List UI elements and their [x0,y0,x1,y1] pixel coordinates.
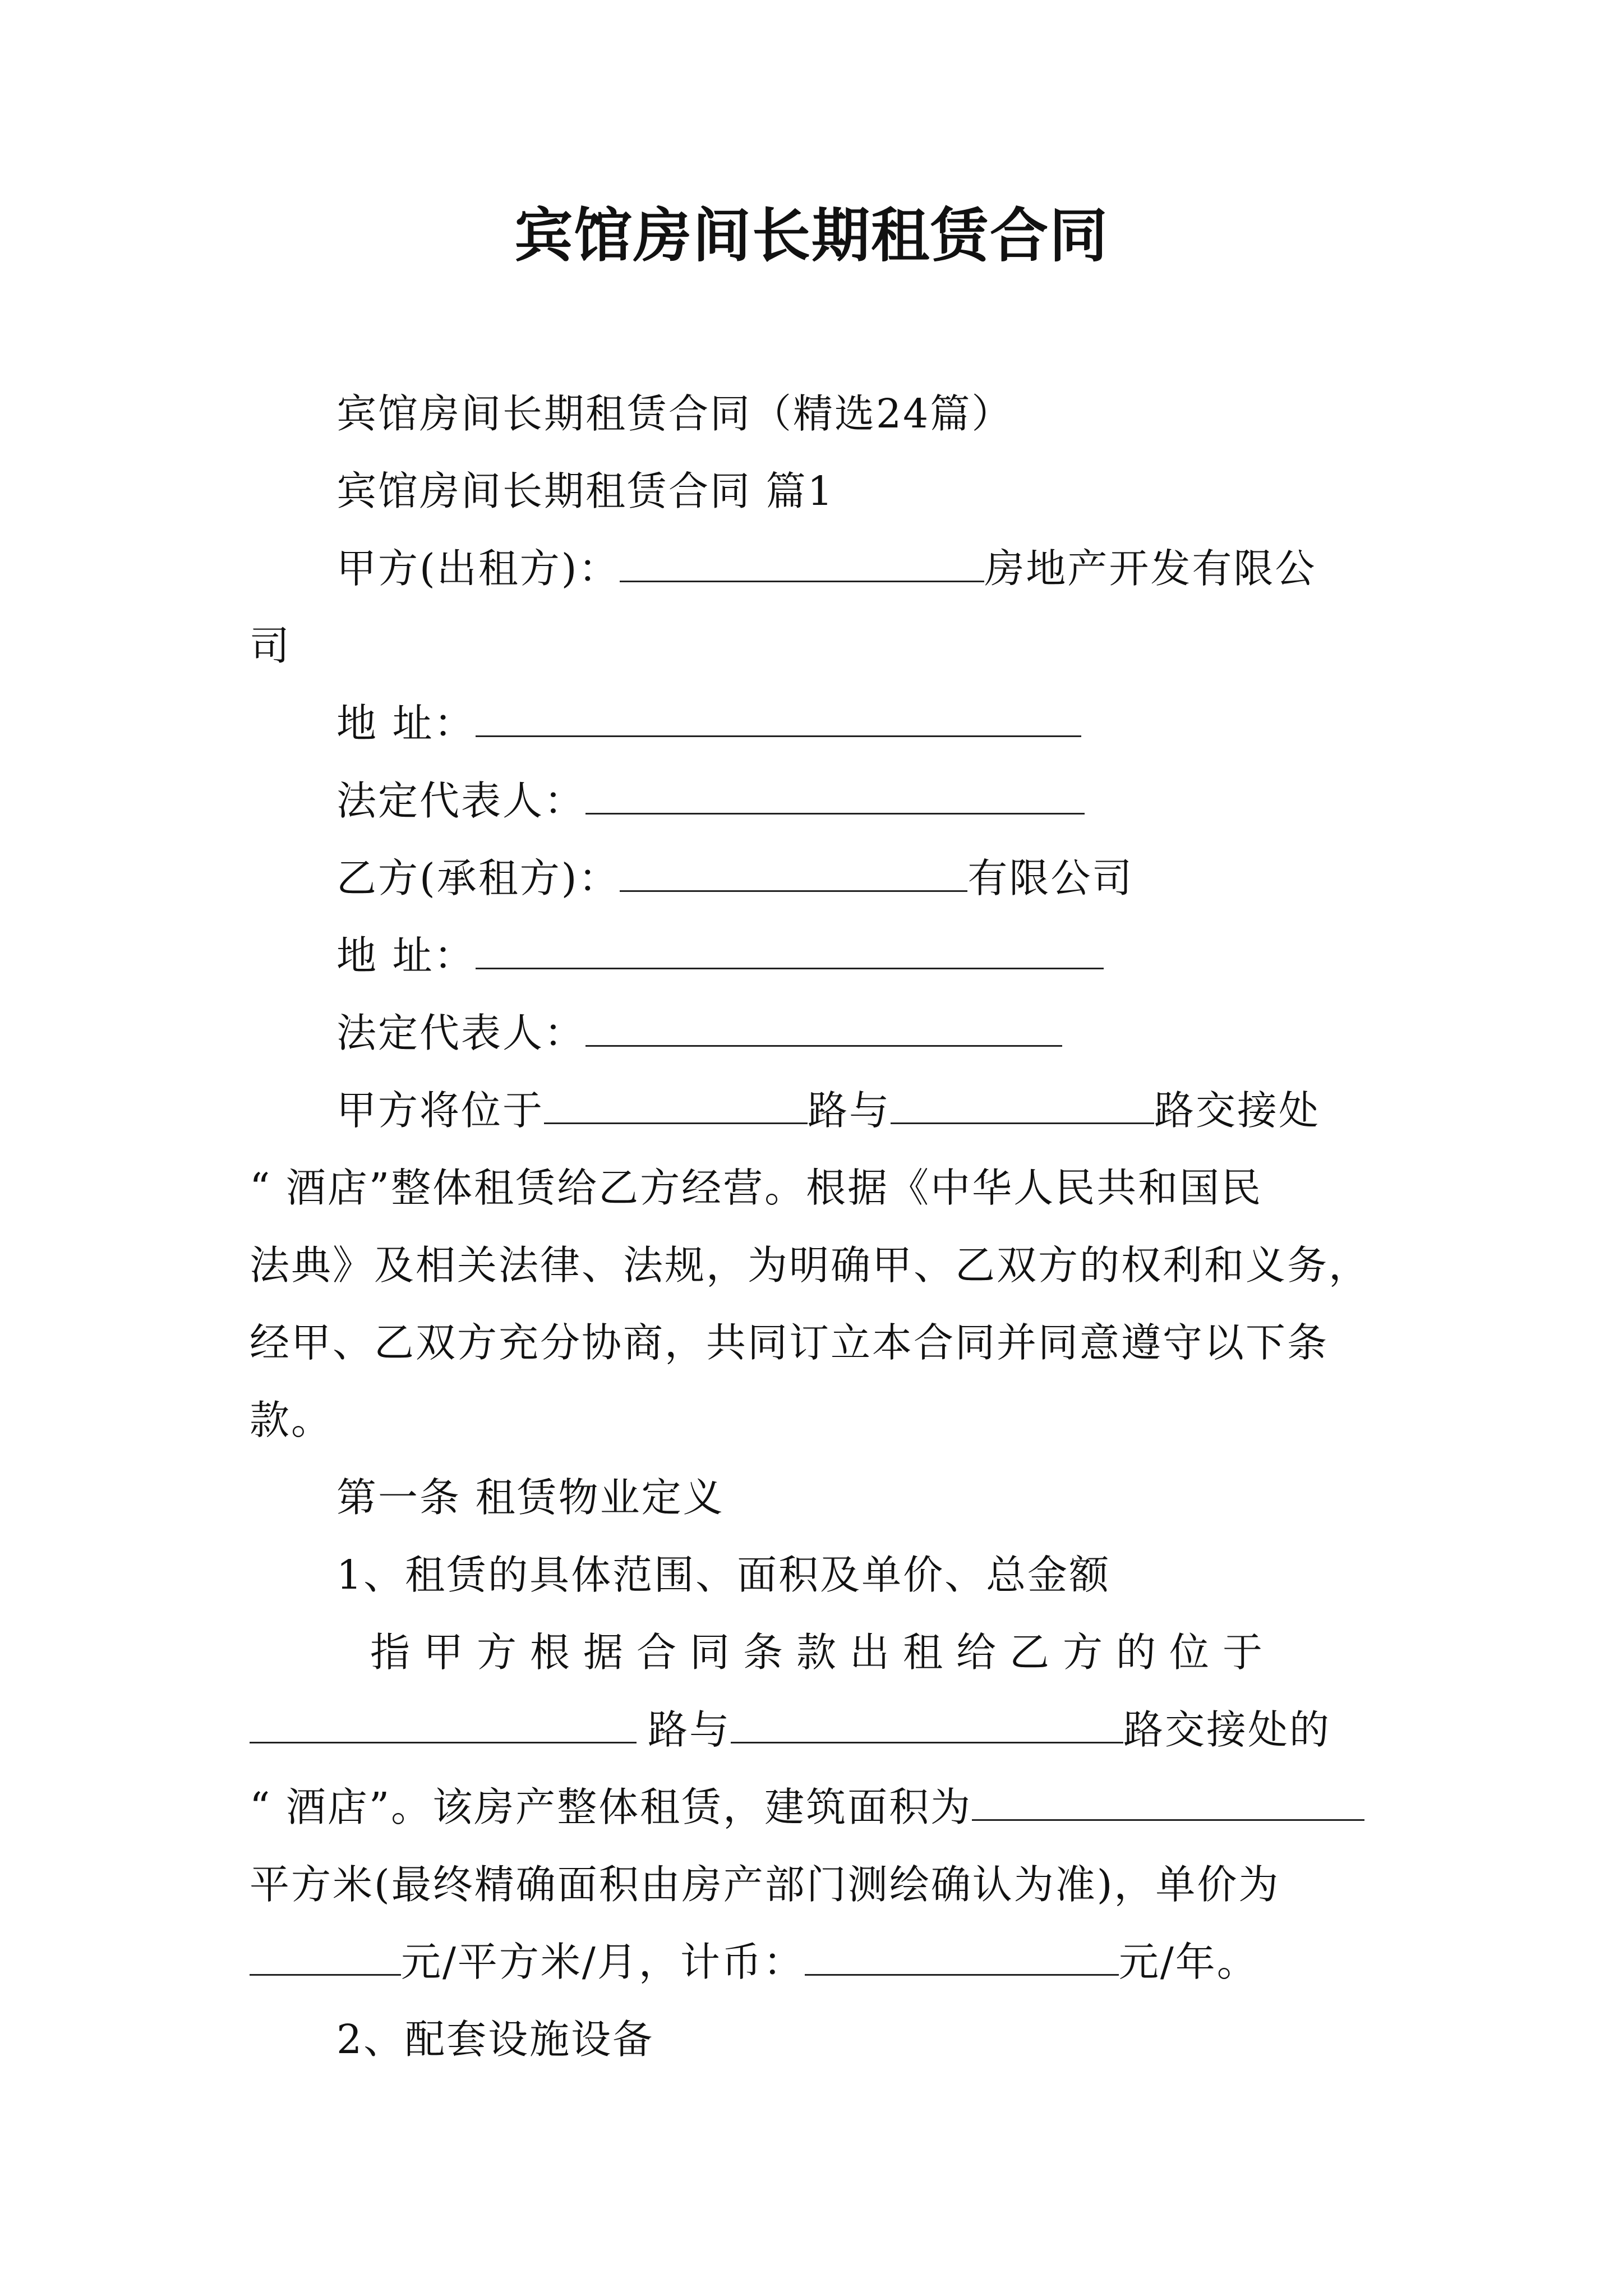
document-title: 宾馆房间长期租赁合同 [514,201,1109,270]
party-a-company: 房地产开发有限公 [984,545,1317,592]
subtitle-line: 宾馆房间长期租赁合同（精选24篇） [336,390,1013,437]
paragraph-line [250,1780,1364,1834]
text-span: 甲方将位于 [336,1087,545,1134]
blank-field [250,1736,637,1743]
party-a-representative [336,774,1085,828]
party-a-line [336,542,1316,596]
blank-field [476,730,1081,737]
text-span: “ 酒店”。该房产整体租赁，建筑面积为 [250,1784,972,1830]
party-a-label: 甲方(出租方)： [336,545,620,592]
section-heading: 宾馆房间长期租赁合同 篇1 [336,468,834,514]
representative-label: 法定代表人： [336,1010,586,1056]
blank-field [620,575,984,582]
text-span: 元/年。 [1118,1939,1258,1985]
article-heading: 第一条 租赁物业定义 [336,1474,725,1521]
text-line: 司 [250,623,292,669]
address-label: 地 址： [336,932,476,979]
paragraph-line: 指甲方根据合同条款出租给乙方的位于 [370,1629,1276,1676]
representative-label: 法定代表人： [336,777,586,824]
paragraph-line: 款。 [250,1397,333,1443]
text-span: 路交接处的 [1123,1706,1331,1753]
party-a-address [336,697,1081,751]
party-b-company: 有限公司 [967,855,1134,901]
blank-field [972,1814,1364,1821]
blank-field [250,1968,401,1976]
blank-field [476,962,1104,969]
text-span: 路与 [808,1087,891,1134]
party-b-label: 乙方(承租方)： [336,855,620,901]
party-b-representative [336,1006,1062,1060]
paragraph-line [250,1703,1331,1757]
text-span: 路与 [648,1706,731,1753]
clause-heading: 1、租赁的具体范围、面积及单价、总金额 [336,1552,1111,1598]
blank-field [585,1039,1062,1047]
text-span: 路交接处 [1154,1087,1321,1134]
blank-field [731,1736,1123,1743]
text-span: 元/平方米/月，计币： [401,1939,805,1985]
blank-field [891,1117,1154,1124]
paragraph-line: 法典》及相关法律、法规，为明确甲、乙双方的权利和义务， [250,1242,1371,1289]
blank-field [544,1117,808,1124]
blank-field [585,807,1085,815]
paragraph-line [250,1935,1258,1989]
paragraph-line: “ 酒店”整体租赁给乙方经营。根据《中华人民共和国民 [250,1165,1263,1211]
party-b-line [336,852,1133,905]
paragraph-line: 平方米(最终精确面积由房产部门测绘确认为准)，单价为 [250,1861,1280,1908]
blank-field [620,885,967,892]
blank-field [805,1968,1119,1976]
clause-heading: 2、配套设施设备 [336,2016,654,2063]
paragraph-line: 经甲、乙双方充分协商，共同订立本合同并同意遵守以下条 [250,1319,1329,1366]
address-label: 地 址： [336,700,476,747]
paragraph-line [336,1084,1320,1138]
party-b-address [336,929,1104,983]
